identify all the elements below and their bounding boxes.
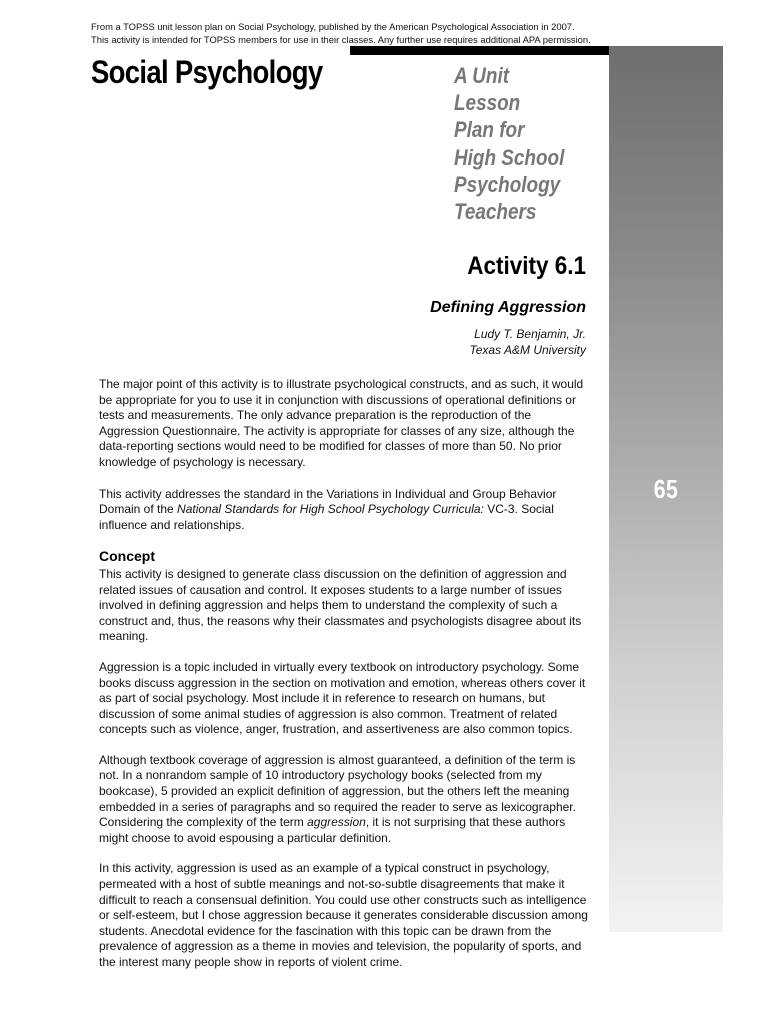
paragraph-text: , it is not surprising that these authors might choose to avoid espousing a particular definition. xyxy=(99,815,566,845)
author-name: Ludy T. Benjamin, Jr. xyxy=(474,327,586,341)
paragraph-text: Although textbook coverage of aggression is almost guaranteed, a definition of the term is not. In a nonrandom sample of 10 introductory psychology books (selected from my bookcase), 5 provided an explicit definition of aggression, but the others left the meaning embedded in a series of paragraphs and so required the reader to serve as lexicographer. Considering the complexity of the term xyxy=(99,752,576,830)
standards-title: National Standards for High School Psychology Curricula: xyxy=(177,502,484,517)
body-text xyxy=(99,377,589,986)
unit-subtitle-line: Psychology xyxy=(454,171,561,197)
copyright-notice xyxy=(91,20,651,46)
author-block xyxy=(470,326,586,358)
unit-subtitle xyxy=(454,62,583,225)
standards-paragraph xyxy=(99,487,589,534)
notice-line-2: This activity is intended for TOPSS members for use in their classes. Any further use requires additional APA permission. xyxy=(91,34,591,45)
notice-line-1: From a TOPSS unit lesson plan on Social Psychology, published by the American Psychological Association in 2007. xyxy=(91,21,575,32)
unit-subtitle-line: High School xyxy=(454,144,565,170)
intro-paragraph: The major point of this activity is to illustrate psychological constructs, and as such, it would be appropriate for you to use it in conjunction with discussions of operational definitions or tests and measurements. The only advance preparation is the reproduction of the Aggression Questionnaire. The activity is appropriate for classes of any size, although the data-reporting sections would need to be modified for classes of more than 50. No prior knowledge of psychology is necessary. xyxy=(99,377,584,469)
series-title: Social Psychology xyxy=(91,54,323,90)
unit-subtitle-line: A Unit xyxy=(454,63,509,88)
unit-subtitle-line: Lesson xyxy=(454,90,521,116)
concept-paragraph: This activity is designed to generate class discussion on the definition of aggression and related issues of causation and control. It exposes students to a large number of issues involved in defining aggression and helps them to understand the complexity of such a construct and, thus, the reasons why their classmates and psychologists disagree about its meaning. xyxy=(99,566,582,644)
concept-paragraph: Aggression is a topic included in virtually every textbook on introductory psychology. Some books discuss aggression in the section on motivation and emotion, whereas others cover it as part of social psychology. Most include it in reference to research on humans, but discussion of some animal studies of aggression is also common. Treatment of related concepts such as violence, anger, frustration, and assertiveness are also common topics. xyxy=(99,659,586,737)
page-number: 65 xyxy=(653,474,679,504)
paragraph-text: This activity addresses the standard in the Variations in Individual and Group Behavior Domain of the xyxy=(99,486,557,517)
emphasized-term: aggression xyxy=(307,815,366,830)
concept-paragraph xyxy=(99,753,589,847)
concept-paragraph: In this activity, aggression is used as an example of a typical construct in psychology, permeated with a host of subtle meanings and not-so-subtle disagreements that make it difficult to reach a consensual definition. You could use other constructs such as intelligence or self-esteem, but I chose aggression because it generates considerable discussion among students. Anecdotal evidence for the fascination with this topic can be drawn from the prevalence of aggression as a theme in movies and television, the popularity of sports, and the interest many people show in reports of violent crime. xyxy=(99,861,588,969)
activity-title: Defining Aggression xyxy=(430,299,586,316)
unit-subtitle-line: Plan for xyxy=(454,117,525,143)
activity-number: Activity 6.1 xyxy=(467,252,586,280)
unit-subtitle-line: Teachers xyxy=(454,199,537,225)
author-institution: Texas A&M University xyxy=(469,343,586,357)
section-heading-concept: Concept xyxy=(99,548,155,565)
paragraph-text: VC-3. Social influence and relationships. xyxy=(99,502,554,532)
